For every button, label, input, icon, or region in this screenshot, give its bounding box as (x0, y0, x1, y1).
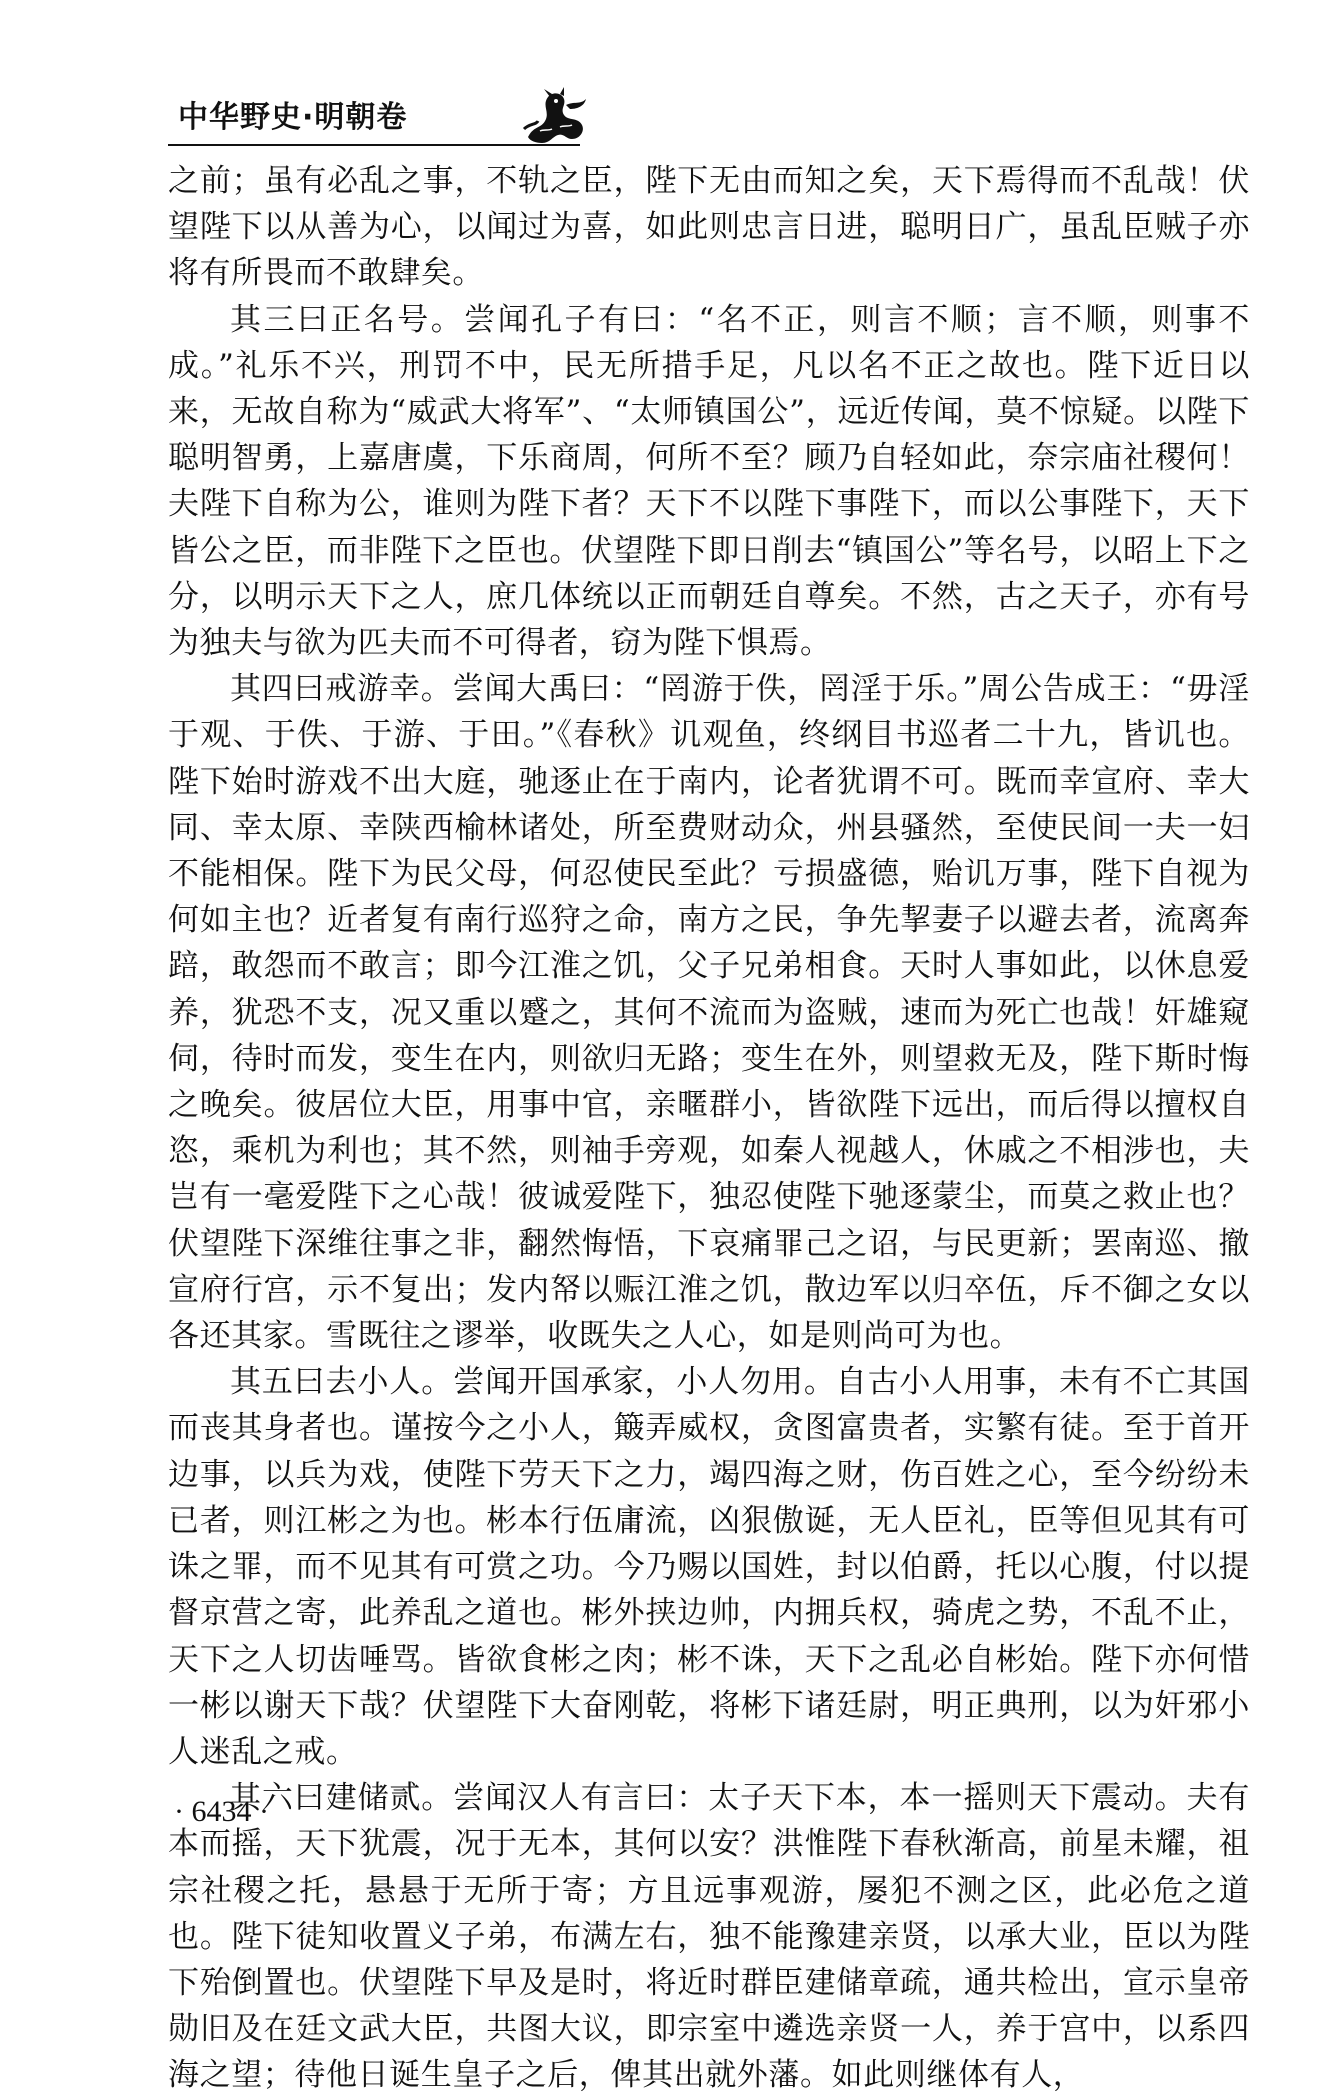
paragraph-quxiaoren: 其五曰去小人。尝闻开国承家，小人勿用。自古小人用事，未有不亡其国而丧其身者也。谨按今之小人，簸弄威权，贪图富贵者，实繁有徒。至于首开边事，以兵为戏，使陛下劳天下之力，竭四海之财，伤百姓之心，至今纷纷未已者，则江彬之为也。彬本行伍庸流，凶狠傲诞，无人臣礼，臣等但见其有可诛之罪，而不见其有可赏之功。今乃赐以国姓，封以伯爵，托以心腹，付以提督京营之寄，此养乱之道也。彬外挟边帅，内拥兵权，骑虎之势，不乱不止，天下之人切齿唾骂。皆欲食彬之肉；彬不诛，天下之乱必自彬始。陛下亦何惜一彬以谢天下哉？伏望陛下大奋刚乾，将彬下诸廷尉，明正典刑，以为奸邪小人迷乱之戒。 (168, 1364, 1250, 1770)
book-title: 中华野史·明朝卷 (178, 100, 408, 135)
paragraph-jieyouxing: 其四曰戒游幸。尝闻大禹曰：“罔游于佚，罔淫于乐。”周公告成王：“毋淫于观、于佚、于游、于田。”《春秋》讥观鱼，终纲目书巡者二十九，皆讥也。陛下始时游戏不出大庭，驰逐止在于南内，论者犹谓不可。既而幸宣府、幸大同、幸太原、幸陕西榆林诸处，所至费财动众，州县骚然，至使民间一夫一妇不能相保。陛下为民父母，何忍使民至此？亏损盛德，贻讥万事，陛下自视为何如主也？近者复有南行巡狩之命，南方之民，争先挈妻子以避去者，流离奔踣，敢怨而不敢言；即今江淮之饥，父子兄弟相食。天时人事如此，以休息爱养，犹恐不支，况又重以蹙之，其何不流而为盗贼，速而为死亡也哉！奸雄窥伺，待时而发，变生在内，则欲归无路；变生在外，则望救无及，陛下斯时悔之晚矣。彼居位大臣，用事中官，亲暱群小，皆欲陛下远出，而后得以擅权自恣，乘机为利也；其不然，则袖手旁观，如秦人视越人，休戚之不相涉也，夫岂有一毫爱陛下之心哉！彼诚爱陛下，独忍使陛下驰逐蒙尘，而莫之救止也？伏望陛下深维往事之非，翻然悔悟，下哀痛罪己之诏，与民更新；罢南巡、撤宣府行宫，示不复出；发内帑以赈江淮之饥，散边军以归卒伍，斥不御之女以各还其家。雪既往之谬举，收既失之人心，如是则尚可为也。 (168, 671, 1250, 1355)
paragraph-continued: 之前；虽有必乱之事，不轨之臣，陛下无由而知之矣，天下焉得而不乱哉！伏望陛下以从善为心，以闻过为喜，如此则忠言日进，聪明日广，虽乱臣贼子亦将有所畏而不敢肆矣。 (168, 163, 1250, 292)
paragraph-jianchuer: 其六曰建储贰。尝闻汉人有言曰：太子天下本，本一摇则天下震动。夫有本而摇，天下犹震，况于无本，其何以安？洪惟陛下春秋渐高，前星未耀，祖宗社稷之托，悬悬于无所于寄；方且远事观游，屡犯不测之区，此必危之道也。陛下徒知收置义子弟，布满左右，独不能豫建亲贤，以承大业，臣以为陛下殆倒置也。伏望陛下早及是时，将近时群臣建储章疏，通共检出，宣示皇帝勋旧及在廷文武大臣，共图大议，即宗室中遴选亲贤一人，养于宫中，以系四海之望；待他日诞生皇子之后，俾其出就外藩。如此则继体有人， (168, 1780, 1250, 2094)
paragraph-zhengminghao: 其三曰正名号。尝闻孔子有曰：“名不正，则言不顺；言不顺，则事不成。”礼乐不兴，刑罚不中，民无所措手足，凡以名不正之故也。陛下近日以来，无故自称为“威武大将军”、“太师镇国公”，远近传闻，莫不惊疑。以陛下聪明智勇，上嘉唐虞，下乐商周，何所不至？顾乃自轻如此，奈宗庙社稷何！夫陛下自称为公，谁则为陛下者？天下不以陛下事陛下，而以公事陛下，天下皆公之臣，而非陛下之臣也。伏望陛下即日削去“镇国公”等名号，以昭上下之分，以明示天下之人，庶几体统以正而朝廷自尊矣。不然，古之天子，亦有号为独夫与欲为匹夫而不可得者，窃为陛下惧焉。 (168, 301, 1250, 662)
page-number: · 6434 · (174, 1795, 269, 1828)
body-text (168, 158, 1250, 2099)
header-rule (168, 144, 580, 146)
dragon-emblem-icon (520, 85, 592, 149)
